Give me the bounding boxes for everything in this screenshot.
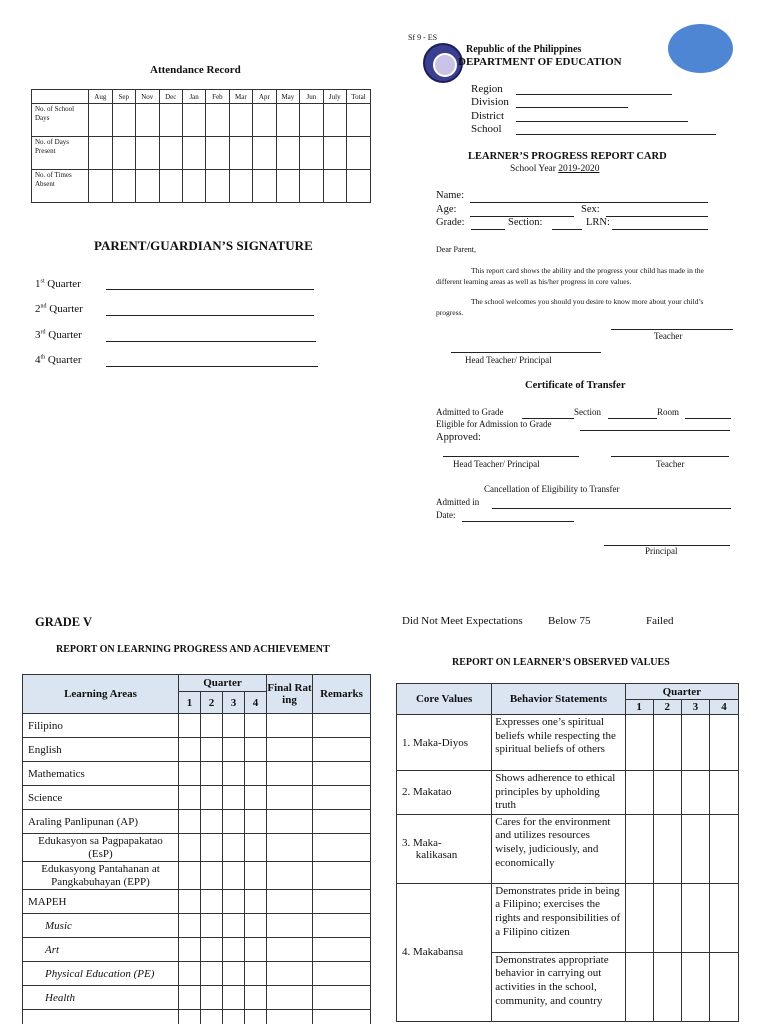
attendance-row-label: No. of School Days: [32, 104, 89, 137]
month-header: Sep: [112, 90, 135, 104]
report-card-title: LEARNER’S PROGRESS REPORT CARD: [468, 151, 667, 162]
month-header: Feb: [206, 90, 229, 104]
month-header: May: [276, 90, 300, 104]
transfer-room-field[interactable]: [685, 409, 731, 419]
department-label: DEPARTMENT OF EDUCATION: [458, 56, 622, 68]
failed-label: Failed: [646, 615, 674, 627]
school-label: School: [471, 123, 502, 135]
principal-label: Principal: [645, 546, 678, 556]
quarter-header: 3: [681, 700, 709, 715]
dnme-label: Did Not Meet Expectations: [402, 615, 523, 627]
form-code: Sf 9 - ES: [408, 33, 438, 42]
dear-parent: Dear Parent,: [436, 245, 476, 254]
transfer-head-signature-line[interactable]: [443, 447, 579, 457]
transfer-head-label: Head Teacher/ Principal: [453, 459, 540, 469]
transfer-section-field[interactable]: [608, 409, 657, 419]
quarter-header: 3: [223, 692, 245, 714]
approved-label: Approved:: [436, 432, 481, 443]
signature-line[interactable]: [106, 357, 318, 367]
cancellation-title: Cancellation of Eligibility to Transfer: [484, 484, 620, 494]
month-header: Nov: [135, 90, 159, 104]
quarter-header: 4: [709, 700, 738, 715]
behavior-statement: Cares for the environment and utilizes resources wisely, judiciously, and economically: [492, 814, 625, 883]
admitted-in-label: Admitted in: [436, 497, 480, 507]
learning-area-sub: Physical Education (PE): [23, 962, 179, 986]
col-values-quarter: Quarter: [625, 684, 738, 700]
grade-heading: GRADE V: [35, 615, 93, 629]
name-label: Name:: [436, 190, 464, 201]
head-teacher-signature-line[interactable]: [451, 343, 601, 353]
quarter-header: 2: [653, 700, 681, 715]
blue-oval-mark: [668, 24, 733, 73]
quarter-header: 1: [625, 700, 653, 715]
transfer-section-label: Section: [574, 407, 601, 417]
col-final-rating: Final Rating: [267, 675, 313, 714]
section-field[interactable]: [552, 220, 582, 230]
learning-area: MAPEH: [23, 890, 179, 914]
month-header: Dec: [159, 90, 182, 104]
division-label: Division: [471, 96, 509, 108]
lrn-field[interactable]: [612, 220, 708, 230]
learning-area: Mathematics: [23, 762, 179, 786]
learning-area: Edukasyong Pantahanan at Pangkabuhayan (EPP): [23, 862, 179, 890]
signature-quarter-4: 4th Quarter: [35, 354, 82, 366]
learning-area: Edukasyon sa Pagpapakatao (EsP): [23, 834, 179, 862]
section-label: Section:: [508, 217, 543, 228]
lrn-label: LRN:: [586, 217, 610, 228]
district-field[interactable]: [516, 112, 688, 122]
eligible-field[interactable]: [580, 421, 730, 431]
transfer-room-label: Room: [657, 407, 680, 417]
month-header: Jun: [300, 90, 323, 104]
school-field[interactable]: [516, 125, 716, 135]
grade-label: Grade:: [436, 217, 465, 228]
signature-line[interactable]: [106, 332, 316, 342]
core-value: 2. Makatao: [397, 771, 492, 815]
report-card-paragraph-2: The school welcomes you should you desire to know more about your child’s progress.: [436, 297, 704, 317]
attendance-row-label: No. of Times Absent: [32, 170, 89, 203]
age-label: Age:: [436, 204, 457, 215]
teacher-signature-line[interactable]: [611, 320, 733, 330]
report-card-paragraph-1: This report card shows the ability and the progress your child has made in the different learning areas as well as his/her progress in core values.: [436, 266, 704, 286]
learning-area: English: [23, 738, 179, 762]
col-learning-areas: Learning Areas: [23, 675, 179, 714]
district-label: District: [471, 110, 504, 122]
quarter-header: 4: [245, 692, 267, 714]
region-field[interactable]: [516, 85, 672, 95]
head-teacher-label: Head Teacher/ Principal: [465, 355, 552, 365]
behavior-statement: Expresses one’s spiritual beliefs while respecting the spiritual beliefs of others: [492, 715, 625, 771]
month-header: Jan: [182, 90, 205, 104]
division-field[interactable]: [516, 98, 628, 108]
month-header: Aug: [89, 90, 113, 104]
name-field[interactable]: [470, 193, 708, 203]
transfer-teacher-signature-line[interactable]: [611, 447, 729, 457]
sex-field[interactable]: [606, 207, 708, 217]
below-75-label: Below 75: [548, 615, 591, 627]
attendance-corner: [32, 90, 89, 104]
attendance-row-label: No. of Days Present: [32, 137, 89, 170]
core-values-table: [396, 683, 739, 1022]
admitted-grade-field[interactable]: [522, 409, 574, 419]
learning-area-sub: Health: [23, 986, 179, 1010]
admitted-in-field[interactable]: [492, 499, 731, 509]
age-field[interactable]: [470, 207, 574, 217]
admitted-grade-label: Admitted to Grade: [436, 407, 504, 417]
signature-quarter-2: 2nd Quarter: [35, 303, 83, 315]
month-header: Apr: [253, 90, 276, 104]
quarter-header: 1: [179, 692, 201, 714]
signature-quarter-1: 1st Quarter: [35, 278, 81, 290]
month-header: July: [323, 90, 347, 104]
republic-label: Republic of the Philippines: [466, 44, 582, 55]
values-title: REPORT ON LEARNER’S OBSERVED VALUES: [452, 657, 670, 668]
signature-line[interactable]: [106, 280, 314, 290]
principal-signature-line[interactable]: [604, 536, 730, 546]
col-remarks: Remarks: [313, 675, 371, 714]
col-quarter: Quarter: [179, 675, 267, 692]
transfer-teacher-label: Teacher: [656, 459, 685, 469]
month-header: Mar: [229, 90, 253, 104]
learning-area-sub: Music: [23, 914, 179, 938]
behavior-statement: Demonstrates appropriate behavior in carrying out activities in the school, community, and country: [492, 952, 625, 1021]
core-value: 4. Makabansa: [397, 883, 492, 1021]
month-header: Total: [347, 90, 371, 104]
attendance-table: [31, 89, 371, 203]
behavior-statement: Demonstrates pride in being a Filipino; exercises the rights and responsibilities of a Filipino citizen: [492, 883, 625, 952]
date-field[interactable]: [462, 512, 574, 522]
date-label: Date:: [436, 510, 456, 520]
col-behavior: Behavior Statements: [492, 684, 625, 715]
learning-area: Science: [23, 786, 179, 810]
grade-field[interactable]: [471, 220, 505, 230]
deped-seal-icon: [423, 43, 463, 83]
learning-title: REPORT ON LEARNING PROGRESS AND ACHIEVEMENT: [56, 644, 330, 655]
core-value: 3. Maka- kalikasan: [397, 814, 492, 883]
learning-area-sub: Art: [23, 938, 179, 962]
learning-area: Araling Panlipunan (AP): [23, 810, 179, 834]
behavior-statement: Shows adherence to ethical principles by upholding truth: [492, 771, 625, 815]
signature-title: PARENT/GUARDIAN’S SIGNATURE: [94, 238, 313, 253]
region-label: Region: [471, 83, 503, 95]
learning-area: Filipino: [23, 714, 179, 738]
eligible-label: Eligible for Admission to Grade: [436, 419, 552, 429]
signature-quarter-3: 3rd Quarter: [35, 329, 82, 341]
core-value: 1. Maka-Diyos: [397, 715, 492, 771]
col-core-values: Core Values: [397, 684, 492, 715]
signature-line[interactable]: [106, 306, 314, 316]
teacher-label: Teacher: [654, 331, 683, 341]
attendance-title: Attendance Record: [150, 64, 241, 76]
sex-label: Sex:: [581, 204, 600, 215]
transfer-title: Certificate of Transfer: [525, 380, 626, 391]
quarter-header: 2: [201, 692, 223, 714]
school-year: School Year 2019-2020: [510, 164, 600, 174]
learning-areas-table: [22, 674, 371, 1024]
